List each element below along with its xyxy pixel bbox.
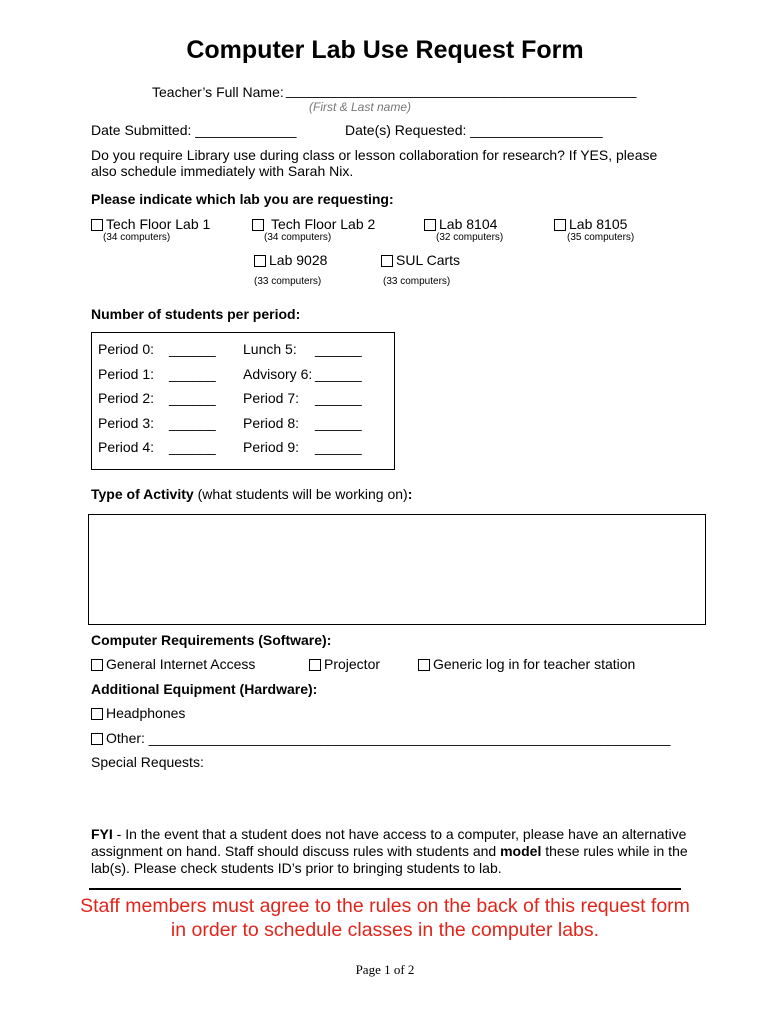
checkbox[interactable] — [309, 659, 321, 671]
software-label: Projector — [324, 656, 381, 672]
period-count-field[interactable]: ______ — [315, 415, 362, 431]
checkbox[interactable] — [91, 708, 103, 720]
period-label: Period 0: — [98, 341, 155, 357]
teacher-name-field[interactable]: _____________________________________________ — [286, 82, 637, 98]
dates-requested-field[interactable]: Date(s) Requested: _________________ — [345, 122, 603, 138]
checkbox[interactable] — [554, 219, 566, 231]
period-label: Advisory 6: — [243, 366, 313, 382]
page-number: Page 1 of 2 — [355, 962, 415, 977]
software-heading: Computer Requirements (Software): — [91, 632, 332, 648]
activity-heading — [91, 486, 412, 502]
lab-count: (34 computers) — [103, 232, 171, 243]
library-question-line1: Do you require Library use during class or lesson collaboration for research? If YES, please — [91, 147, 658, 163]
period-count-field[interactable]: ______ — [169, 341, 216, 357]
period-label: Period 1: — [98, 366, 155, 382]
lab-count: (32 computers) — [436, 232, 504, 243]
lab-option-8104[interactable] — [424, 216, 497, 232]
lab-count: (33 computers) — [383, 276, 451, 287]
lab-name: SUL Carts — [396, 252, 461, 268]
software-label: General Internet Access — [106, 656, 256, 672]
activity-heading-note: (what students will be working on) — [193, 486, 408, 502]
teacher-name-label: Teacher’s Full Name: — [152, 84, 284, 100]
checkbox[interactable] — [91, 219, 103, 231]
period-label: Period 4: — [98, 439, 155, 455]
period-count-field[interactable]: ______ — [315, 341, 362, 357]
period-label: Period 9: — [243, 439, 300, 455]
lab-option-tech-floor-1[interactable] — [91, 216, 210, 232]
period-label: Period 3: — [98, 415, 155, 431]
period-label: Period 7: — [243, 390, 300, 406]
activity-heading-colon: : — [407, 486, 413, 502]
checkbox[interactable] — [418, 659, 430, 671]
lab-count: (33 computers) — [254, 276, 322, 287]
fyi-text-end: these rules while in the lab(s). Please check students ID’s prior to bringing students to lab. — [91, 843, 688, 876]
lab-name: Lab 8104 — [439, 216, 498, 232]
lab-name: Lab 9028 — [269, 252, 328, 268]
period-count-field[interactable]: ______ — [315, 439, 362, 455]
checkbox[interactable] — [424, 219, 436, 231]
software-option-generic-login[interactable] — [418, 656, 635, 672]
hardware-option-other[interactable] — [91, 730, 670, 746]
checkbox[interactable] — [254, 255, 266, 267]
form-title: Computer Lab Use Request Form — [186, 36, 584, 64]
hardware-label: Headphones — [106, 705, 186, 721]
lab-name: Tech Floor Lab 2 — [271, 216, 376, 232]
divider — [89, 888, 681, 890]
lab-option-tech-floor-2[interactable] — [252, 216, 375, 232]
lab-count: (35 computers) — [567, 232, 635, 243]
period-count-field[interactable]: ______ — [315, 366, 362, 382]
fyi-label: FYI — [91, 826, 113, 842]
checkbox[interactable] — [91, 733, 103, 745]
lab-option-9028[interactable] — [254, 252, 327, 268]
period-count-field[interactable]: ______ — [169, 439, 216, 455]
teacher-name-hint: (First & Last name) — [309, 100, 412, 114]
checkbox[interactable] — [381, 255, 393, 267]
lab-option-sul-carts[interactable] — [381, 252, 460, 268]
hardware-option-headphones[interactable] — [91, 705, 185, 721]
checkbox[interactable] — [91, 659, 103, 671]
special-requests-label: Special Requests: — [91, 754, 204, 770]
checkbox[interactable] — [252, 219, 264, 231]
software-label: Generic log in for teacher station — [433, 656, 636, 672]
period-label: Lunch 5: — [243, 341, 297, 357]
date-submitted-field[interactable]: Date Submitted: _____________ — [91, 122, 297, 138]
period-count-field[interactable]: ______ — [315, 390, 362, 406]
lab-name: Lab 8105 — [569, 216, 628, 232]
period-label: Period 2: — [98, 390, 155, 406]
fyi-paragraph — [91, 826, 691, 877]
library-question-line2: also schedule immediately with Sarah Nix. — [91, 163, 354, 179]
activity-textarea[interactable] — [88, 514, 706, 625]
other-field[interactable]: Other: ___________________________________________________________________ — [106, 730, 671, 746]
lab-name: Tech Floor Lab 1 — [106, 216, 211, 232]
software-option-internet[interactable] — [91, 656, 255, 672]
activity-heading-bold: Type of Activity — [91, 486, 194, 502]
warning-notice: Staff members must agree to the rules on the back of this request form in order to schedule classes in the computer labs. — [80, 895, 690, 941]
fyi-emphasis: model — [500, 843, 542, 859]
lab-heading: Please indicate which lab you are requesting: — [91, 191, 394, 207]
fyi-text: - In the event that a student does not have access to a computer, please have an alternative assignment on hand. Staff should discuss rules with students and — [91, 826, 687, 859]
period-count-field[interactable]: ______ — [169, 415, 216, 431]
period-count-field[interactable]: ______ — [169, 390, 216, 406]
lab-option-8105[interactable] — [554, 216, 627, 232]
lab-count: (34 computers) — [264, 232, 332, 243]
software-option-projector[interactable] — [309, 656, 380, 672]
students-heading: Number of students per period: — [91, 306, 301, 322]
hardware-heading: Additional Equipment (Hardware): — [91, 681, 318, 697]
period-count-field[interactable]: ______ — [169, 366, 216, 382]
period-label: Period 8: — [243, 415, 300, 431]
